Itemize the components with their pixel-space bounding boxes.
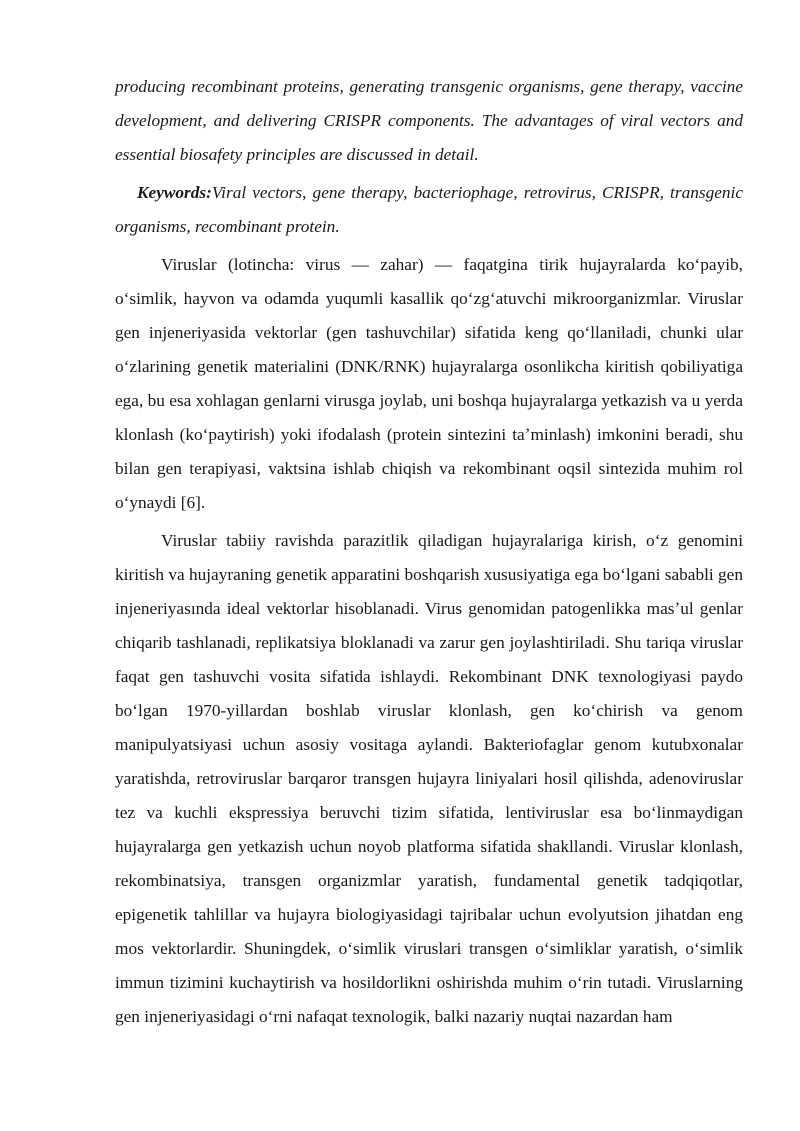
abstract-continuation: producing recombinant proteins, generating transgenic organisms, gene therapy, vaccine development, and delivering CRISPR components. The advantages of viral vectors and essential biosafety principles are discussed in detail. <box>115 77 743 164</box>
keywords-label: Keywords: <box>137 183 212 202</box>
body-paragraph-1: Viruslar (lotincha: virus — zahar) — faqatgina tirik hujayralarda koʻpayib, oʻsimlik, hayvon va odamda yuqumli kasallik qoʻzgʻatuvchi mikroorganizmlar. Viruslar gen injeneriyasida vektorlar (gen tashuvchilar) sifatida keng qoʻllaniladi, chunki ular oʻzlarining genetik materialini (DNK/RNK) hujayralarga osonlikcha kiritish qobiliyatiga ega, bu esa xohlagan genlarni virusga joylab, uni boshqa hujayralarga yetkazish va u yerda klonlash (koʻpaytirish) yoki ifodalash (protein sintezini taʼminlash) imkonini beradi, shu bilan gen terapiyasi, vaktsina ishlab chiqish va rekombinant oqsil sintezida muhim rol oʻynaydi [6]. <box>115 255 743 512</box>
body-paragraph-2: Viruslar tabiiy ravishda parazitlik qiladigan hujayralariga kirish, oʻz genomini kiritish va hujayraning genetik apparatini boshqarish xususiyatiga ega boʻlgani sababli gen injeneriyasında ideal vektorlar hisoblanadi. Virus genomidan patogenlikka masʼul genlar chiqarib tashlanadi, replikatsiya bloklanadi va zarur gen joylashtiriladi. Shu tariqa viruslar faqat gen tashuvchi vosita sifatida ishlaydi. Rekombinant DNK texnologiyasi paydo boʻlgan 1970-yillardan boshlab viruslar klonlash, gen koʻchirish va genom manipulyatsiyasi uchun asosiy vositaga aylandi. Bakteriofaglar genom kutubxonalar yaratishda, retroviruslar barqaror transgen hujayra liniyalari hosil qilishda, adenoviruslar tez va kuchli ekspressiya beruvchi tizim sifatida, lentiviruslar esa boʻlinmaydigan hujayralarga gen yetkazish uchun noyob platforma sifatida shakllandi. Viruslar klonlash, rekombinatsiya, transgen organizmlar yaratish, fundamental genetik tadqiqotlar, epigenetik tahlillar va hujayra biologiyasidagi tajribalar uchun evolyutsion jihatdan eng mos vektorlardir. Shuningdek, oʻsimlik viruslari transgen oʻsimliklar yaratish, oʻsimlik immun tizimini kuchaytirish va hosildorlikni oshirishda muhim oʻrin tutadi. Viruslarning gen injeneriyasidagi oʻrni nafaqat texnologik, balki nazariy nuqtai nazardan ham <box>115 531 743 1026</box>
keywords-line <box>115 176 743 244</box>
keywords-text: Viral vectors, gene therapy, bacteriophage, retrovirus, CRISPR, transgenic organisms, recombinant protein. <box>115 183 743 236</box>
